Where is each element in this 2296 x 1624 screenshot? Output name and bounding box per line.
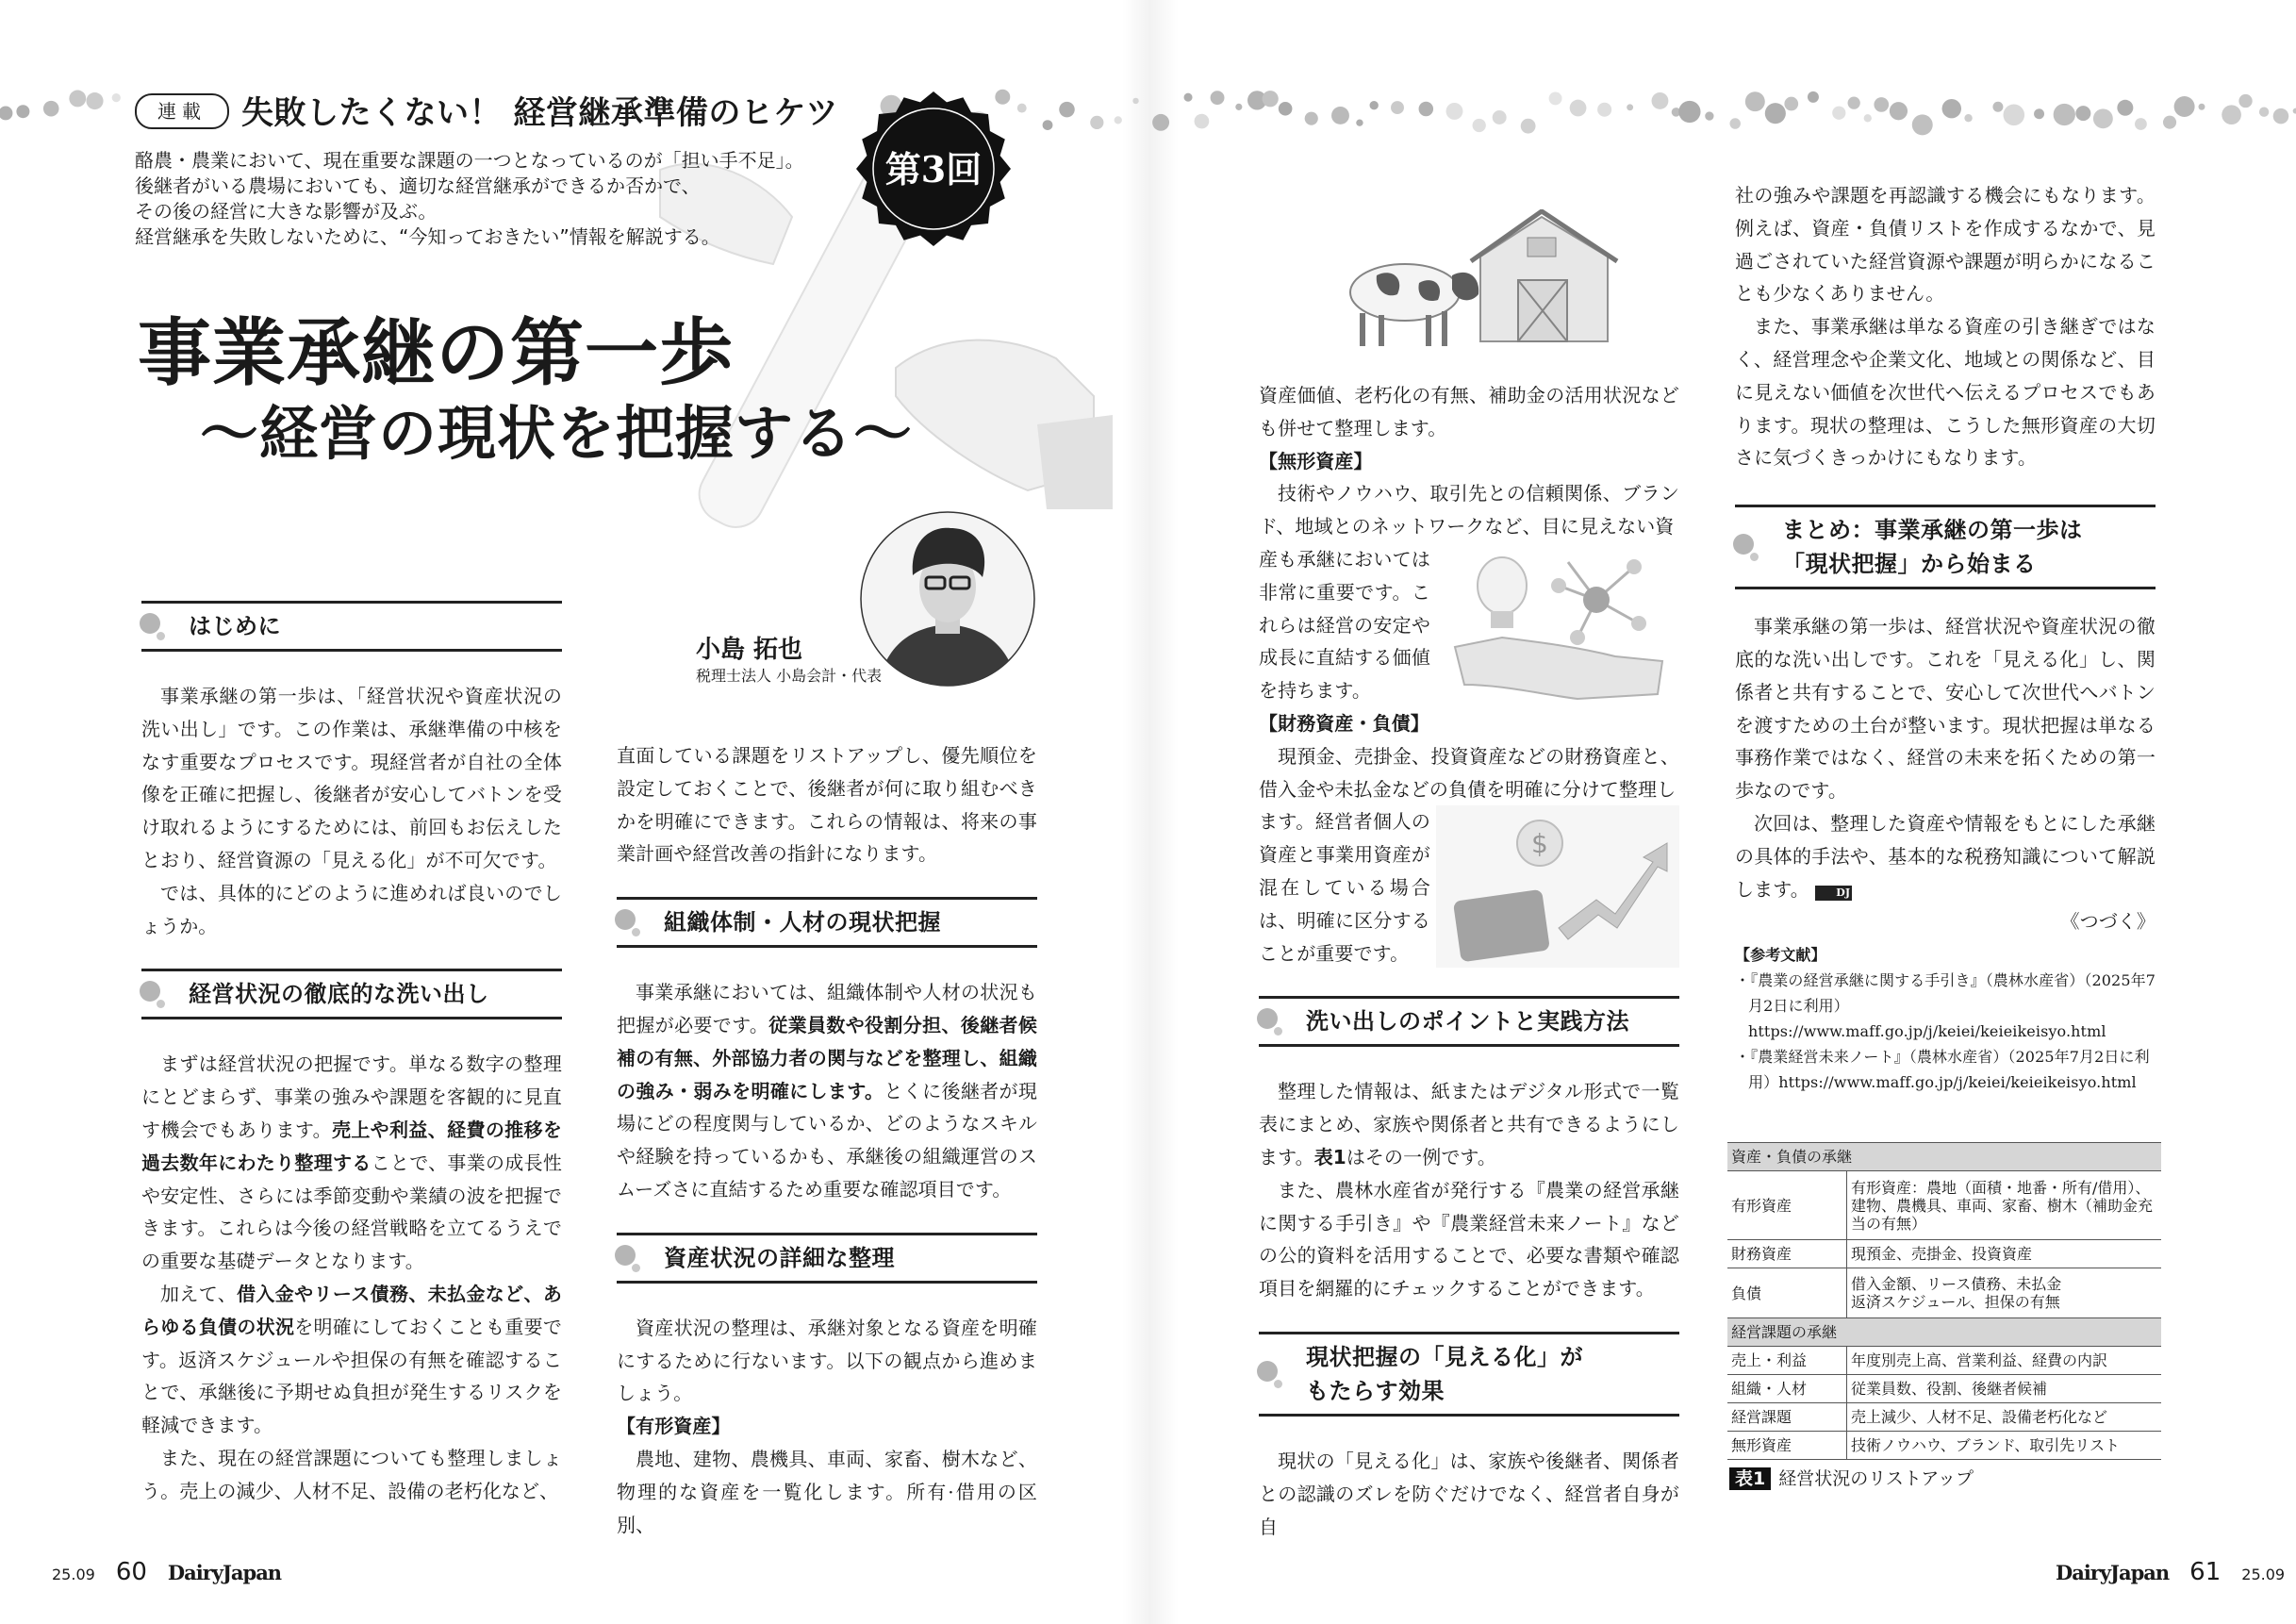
heading-text: 資産状況の詳細な整理 <box>664 1244 895 1271</box>
decor-dot <box>1832 107 1845 120</box>
heading-dot-icon <box>632 1264 640 1272</box>
paragraph <box>1735 610 2156 807</box>
text-segment: 技術やノウハウ、取引先との信頼関係、ブランド、地域とのネットワークなど、目に見えない資 <box>1259 482 1679 539</box>
decor-dot <box>1765 103 1786 124</box>
decor-dot <box>1912 114 1933 135</box>
decor-dot <box>69 91 86 108</box>
footer-left <box>52 1558 281 1586</box>
decor-dot <box>2135 118 2147 130</box>
decor-dot <box>1419 102 1434 117</box>
table-row <box>1727 1268 2161 1318</box>
paragraph <box>1259 1174 1679 1305</box>
decor-dot <box>2054 104 2075 125</box>
decor-dot <box>1184 93 1193 102</box>
text-segment: 整理した情報は、紙またはデジタル形式で一覧表にまとめ、家族や関係者と共有できるようにします。 <box>1259 1080 1679 1168</box>
text-segment: はその一例です。 <box>1346 1145 1497 1168</box>
dairy-japan-logo: DairyJapan <box>167 1561 282 1584</box>
decor-dot <box>2117 100 2133 116</box>
heading-dot-icon <box>1257 1008 1278 1029</box>
table-group-header <box>1727 1318 2161 1347</box>
decor-dot <box>1890 102 1908 120</box>
decor-dot <box>1808 91 1819 103</box>
dairy-japan-end-mark-icon: DJ <box>1815 886 1852 901</box>
decor-dot <box>1152 114 1169 131</box>
table-number: 表1 <box>1729 1467 1771 1490</box>
section-heading <box>617 897 1037 948</box>
section-heading <box>1735 505 2156 589</box>
text-segment: ことで、事業の成長性や安定性、さらには季節変動や業績の波を把握できます。これらは今後の経営戦略を立てるうえでの重要な基礎データとなります。 <box>141 1151 562 1273</box>
text-segment: を明確にしておくことも重要です。返済スケジュールや担保の有無を確認することで、承継後に予期せぬ負担が発生するリスクを軽減できます。 <box>141 1315 562 1437</box>
references-heading: 【参考文献】 <box>1735 946 1826 965</box>
heading-text: はじめに <box>189 613 281 639</box>
heading-dot-icon <box>1257 1361 1278 1382</box>
decor-dot <box>1195 114 1210 129</box>
heading-dot-icon <box>615 909 636 930</box>
heading-dot-icon <box>1733 534 1754 555</box>
column-4 <box>1735 179 2156 1095</box>
column-1 <box>141 601 562 1508</box>
decor-dot <box>1132 98 1138 104</box>
sleeve-right-shape <box>1037 415 1113 509</box>
subsection-label: 【無形資産】 <box>1259 449 1373 472</box>
decor-dot <box>0 107 12 121</box>
lead-line: 酪農・農業において、現在重要な課題の一つとなっているのが「担い手不足」。 <box>135 149 804 172</box>
page-number: 61 <box>2189 1558 2222 1586</box>
text-segment: では、具体的にどのように進めれば良いのでしょうか。 <box>141 881 562 937</box>
cow-and-barn-illustration <box>1339 209 1631 353</box>
dairy-japan-logo: DairyJapan <box>2056 1561 2170 1584</box>
decor-dot <box>2199 104 2205 110</box>
paragraph <box>1259 740 1679 806</box>
decor-dot <box>1370 101 1379 109</box>
row-value: 借入金額、リース債務、未払金 返済スケジュール、担保の有無 <box>1847 1268 2162 1318</box>
row-value: 有形資産：農地（面積・地番・所有/借用）、建物、農機具、車両、家畜、樹木（補助金充当の有無） <box>1847 1171 2162 1240</box>
paragraph <box>1735 807 2156 905</box>
heading-dot-icon <box>140 613 160 634</box>
footer-right <box>2056 1558 2285 1586</box>
text-segment: また、事業承継は単なる資産の引き継ぎではなく、経営理念や企業文化、地域との関係など、目に見えない価値を次世代へ伝えるプロセスでもあります。現状の整理は、こうした無形資産の大切さに気づくきっかけにもなります。 <box>1735 315 2156 470</box>
row-key: 財務資産 <box>1727 1240 1847 1268</box>
group-title: 資産・負債の承継 <box>1727 1143 2161 1171</box>
decor-dot <box>2034 108 2044 119</box>
row-value: 売上減少、人材不足、設備老朽化など <box>1847 1403 2162 1432</box>
decor-dot <box>2273 108 2289 124</box>
handshake-icon <box>1455 638 1662 699</box>
decor-dot <box>1305 112 1318 125</box>
paragraph <box>1259 379 1679 445</box>
decor-dot <box>1652 92 1669 109</box>
paragraph <box>141 1278 562 1442</box>
column-3 <box>1259 379 1679 1543</box>
paragraph-text <box>1735 812 2156 901</box>
heading-dot-icon <box>632 928 640 936</box>
episode-badge <box>854 90 1013 248</box>
table-caption <box>1729 1465 1974 1490</box>
decor-dot <box>43 101 59 117</box>
article-subtitle: 〜経営の現状を把握する〜 <box>200 399 914 468</box>
text-segment: 農地、建物、農機具、車両、家畜、樹木など、物理的な資産を一覧化します。所有·借用の区別、 <box>617 1447 1037 1536</box>
decor-dot <box>112 93 121 102</box>
section-heading <box>141 969 562 1019</box>
bold-text: 表1 <box>1313 1145 1346 1168</box>
table-row <box>1727 1375 2161 1403</box>
row-key: 経営課題 <box>1727 1403 1847 1432</box>
author-photo <box>858 509 1037 688</box>
text-segment: また、現在の経営課題についても整理しましょう。売上の減少、人材不足、設備の老朽化など、 <box>141 1446 562 1502</box>
heading-dot-icon <box>157 632 165 640</box>
decor-dot <box>1627 104 1633 110</box>
page-number: 60 <box>115 1558 147 1586</box>
decor-dot <box>1597 103 1611 117</box>
decor-dot <box>1211 91 1225 105</box>
decor-dot <box>1678 101 1700 123</box>
table-row <box>1727 1171 2161 1240</box>
text-segment: 産も承継においては非常に重要です。これらは経営の安定や成長に直結する価値を持ちます。 <box>1259 547 1430 703</box>
text-segment: また、農林水産省が発行する『農業の経営承継に関する手引き』や『農業経営未来ノート』などの公的資料を活用することで、必要な書類や確認項目を網羅的にチェックすることができます。 <box>1259 1178 1679 1301</box>
heading-dot-icon <box>140 981 160 1002</box>
heading-text: 経営状況の徹底的な洗い出し <box>189 981 489 1008</box>
paragraph <box>1259 477 1679 543</box>
table-row <box>1727 1403 2161 1432</box>
decor-dot <box>2238 94 2252 108</box>
author-name: 小島 拓也 <box>696 636 803 664</box>
subsection-label: 【財務資産・負債】 <box>1259 711 1429 735</box>
lead-line: 経営継承を失敗しないために、“今知っておきたい”情報を解説する。 <box>135 225 720 248</box>
subsection-label: 【有形資産】 <box>617 1415 731 1438</box>
decor-dot <box>1235 104 1242 110</box>
row-value: 現預金、売掛金、投資資産 <box>1847 1240 2162 1268</box>
wallet-growth-illustration <box>1436 805 1679 968</box>
decor-dot <box>1992 102 2003 112</box>
paragraph <box>141 1048 562 1278</box>
text-segment: とくに後継者が現場にどの程度関与しているか、どのようなスキルや経験を持っているかも、承継後の組織運営のスムーズさに直結するため重要な確認項目です。 <box>617 1079 1037 1201</box>
heading-text: まとめ：事業承継の第一歩は <box>1782 517 2083 544</box>
decor-dot <box>2174 96 2195 117</box>
references <box>1735 942 2156 1095</box>
row-key: 売上・利益 <box>1727 1347 1847 1375</box>
text-segment: 事業承継の第一歩は、経営状況や資産状況の徹底的な洗い出しです。これを「見える化」し、関係者と共有することで、安心して次世代へバトンを渡すための土台が整います。現状把握は単なる事務作業ではなく、経営の未来を拓くための第一歩なのです。 <box>1735 615 2156 803</box>
decor-dot <box>1784 97 1798 111</box>
heading-text: 洗い出しのポイントと実践方法 <box>1306 1008 1629 1036</box>
table-row <box>1727 1347 2161 1375</box>
handshake-network-illustration <box>1436 543 1679 704</box>
wallet-icon <box>1453 889 1550 963</box>
text-segment: 加えて、 <box>160 1282 238 1305</box>
paragraph <box>1735 310 2156 474</box>
table-caption-text: 経営状況のリストアップ <box>1778 1468 1974 1489</box>
paragraph <box>1259 1075 1679 1173</box>
row-value: 技術ノウハウ、ブランド、取引先リスト <box>1847 1432 2162 1460</box>
text-segment: 次回は、整理した資産や情報をもとにした承継の具体的手法や、基本的な税務知識について解説します。 <box>1735 811 2156 901</box>
decor-dot <box>1331 107 1349 124</box>
decor-dot <box>16 105 29 118</box>
heading-dot-icon <box>1274 1027 1282 1036</box>
bold-text: 借入金やリース債務、未払金など、あらゆる負債の状況 <box>141 1282 562 1338</box>
decor-dot <box>1473 119 1486 132</box>
decor-dot <box>1964 114 1972 122</box>
issue-number: 25.09 <box>2241 1566 2286 1583</box>
row-value: 年度別売上高、営業利益、経費の内訳 <box>1847 1347 2162 1375</box>
text-segment: まずは経営状況の把握です。単なる数字の整理にとどまらず、事業の強みや課題を客観的に見直す機会でもあります。 <box>141 1052 562 1141</box>
decor-dot <box>1391 101 1404 114</box>
heading-dot-icon <box>1750 553 1759 561</box>
decor-dot <box>2004 105 2025 126</box>
table-1 <box>1727 1142 2161 1460</box>
network-icon <box>1551 559 1646 645</box>
row-key: 負債 <box>1727 1268 1847 1318</box>
heading-dot-icon <box>1274 1380 1282 1388</box>
table-row <box>1727 1432 2161 1460</box>
decor-dot <box>1729 118 1740 128</box>
text-segment: 事業承継においては、組織体制や人材の状況も把握が必要です。 <box>617 981 1037 1036</box>
decor-dot <box>1356 119 1363 125</box>
lead-line: 後継者がいる農場においても、適切な経営継承ができるか否かで、 <box>135 174 701 197</box>
paragraph <box>141 1442 562 1508</box>
decor-dot <box>1017 104 1027 113</box>
section-heading <box>617 1233 1037 1284</box>
decor-dot <box>1446 103 1463 120</box>
decor-dot <box>86 92 103 109</box>
decor-dot <box>2259 108 2269 117</box>
decor-dot <box>2093 108 2113 128</box>
text-segment: 資産状況の整理は、承継対象となる資産を明確にするために行ないます。以下の観点から進めましょう。 <box>617 1316 1037 1405</box>
paragraph <box>141 877 562 943</box>
decor-dot <box>2293 108 2296 114</box>
text-segment: 直面している課題をリストアップし、優先順位を設定しておくことで、後継者が何に取り組むべきかを明確にできます。これらの情報は、将来の事業計画や経営改善の指針になります。 <box>617 744 1037 866</box>
decor-dot <box>1570 100 1587 117</box>
decor-dot <box>1848 96 1860 108</box>
decor-dot <box>2222 105 2241 124</box>
row-value: 従業員数、役割、後継者候補 <box>1847 1375 2162 1403</box>
author-affiliation: 税理士法人 小島会計・代表 <box>696 667 883 685</box>
to-be-continued: 《つづく》 <box>2060 910 2156 934</box>
paragraph <box>617 739 1037 870</box>
heading-text: 現状把握の「見える化」が <box>1306 1343 1583 1370</box>
section-heading <box>141 601 562 652</box>
page-gutter-shadow <box>1122 0 1179 1624</box>
paragraph <box>141 680 562 877</box>
dollar-sign: $ <box>1531 828 1548 860</box>
column-2 <box>617 739 1037 1541</box>
row-key: 組織・人材 <box>1727 1375 1847 1403</box>
heading-dot-icon <box>615 1245 636 1266</box>
decor-dot <box>1521 119 1536 134</box>
decor-dot <box>1874 97 1889 112</box>
text-segment: ます。経営者個人の資産と事業用資産が混在している場合は、明確に区分することが重要です。 <box>1259 810 1430 965</box>
paragraph <box>617 976 1037 1206</box>
badge-text: 第3回 <box>884 148 983 191</box>
decor-dot <box>1279 102 1293 116</box>
lead-line: その後の経営に大きな影響が及ぶ。 <box>135 200 438 223</box>
text-segment: 社の強みや課題を再認識する機会にもなります。例えば、資産・負債リストを作成するなかで、見過ごされていた経営資源や課題が明らかになることも少なくありません。 <box>1735 184 2156 306</box>
decor-dot <box>1705 111 1713 120</box>
lead-text <box>135 148 804 250</box>
decor-dot <box>2075 106 2090 121</box>
decor-dot <box>1115 116 1122 124</box>
text-segment: 現状の「見える化」は、家族や後継者、関係者との認識のズレを防ぐだけでなく、経営者自身が自 <box>1259 1449 1679 1538</box>
section-heading <box>1259 1332 1679 1417</box>
bold-text: 売上や利益、経費の推移を過去数年にわたり整理する <box>141 1118 562 1174</box>
paragraph <box>617 1443 1037 1541</box>
group-title: 経営課題の承継 <box>1727 1318 2161 1347</box>
table-group-header <box>1727 1143 2161 1171</box>
lightbulb-icon <box>1478 557 1527 614</box>
decor-dot <box>1745 91 1765 111</box>
table-row <box>1727 1240 2161 1268</box>
paragraph <box>617 1312 1037 1410</box>
decor-dot <box>1549 91 1562 105</box>
bold-text: 従業員数や役割分担、後継者候補の有無、外部協力者の関与などを整理し、組織の強み・弱みを明確にします。 <box>617 1013 1038 1102</box>
heading-text: もたらす効果 <box>1306 1377 1445 1404</box>
paragraph <box>1735 179 2156 310</box>
series-label: 連載 <box>135 93 229 129</box>
section-heading <box>1259 996 1679 1047</box>
reference-item: ・『農業経営未来ノート』（農林水産省）（2025年7月2日に利用）https://www.maff.go.jp/j/keiei/keieikeisyo.html <box>1735 1048 2150 1092</box>
article-title: 事業承継の第一歩 <box>138 310 735 396</box>
heading-text: 組織体制・人材の現状把握 <box>664 909 941 936</box>
reference-item: ・『農業の経営承継に関する手引き』（農林水産省）（2025年7月2日に利用）https://www.maff.go.jp/j/keiei/keieikeisyo.html <box>1735 971 2156 1041</box>
series-title: 失敗したくない！ 経営継承準備のヒケツ <box>241 87 846 133</box>
heading-dot-icon <box>157 1000 165 1008</box>
text-segment: 資産価値、老朽化の有無、補助金の活用状況なども併せて整理します。 <box>1259 384 1679 439</box>
row-key: 無形資産 <box>1727 1432 1847 1460</box>
decor-dot <box>1493 110 1507 124</box>
heading-text: 「現状把握」から始まる <box>1782 551 2037 578</box>
row-key: 有形資産 <box>1727 1171 1847 1240</box>
decor-dot <box>1263 91 1279 107</box>
text-segment: 現預金、売掛金、投資資産などの財務資産と、借入金や未払金などの負債を明確に分けて整理し <box>1259 744 1679 801</box>
decor-dot <box>1942 99 1961 118</box>
decor-dot <box>2163 116 2176 129</box>
issue-number: 25.09 <box>52 1566 95 1583</box>
paragraph <box>1259 1445 1679 1543</box>
text-segment: 事業承継の第一歩は、「経営状況や資産状況の洗い出し」です。この作業は、承継準備の中核をなす重要なプロセスです。現経営者が自社の全体像を正確に把握し、後継者が安心してバトンを受け取れるようにするためには、前回もお伝えしたとおり、経営資源の「見える化」が不可欠です。 <box>141 685 562 871</box>
decor-dot <box>1864 114 1872 122</box>
